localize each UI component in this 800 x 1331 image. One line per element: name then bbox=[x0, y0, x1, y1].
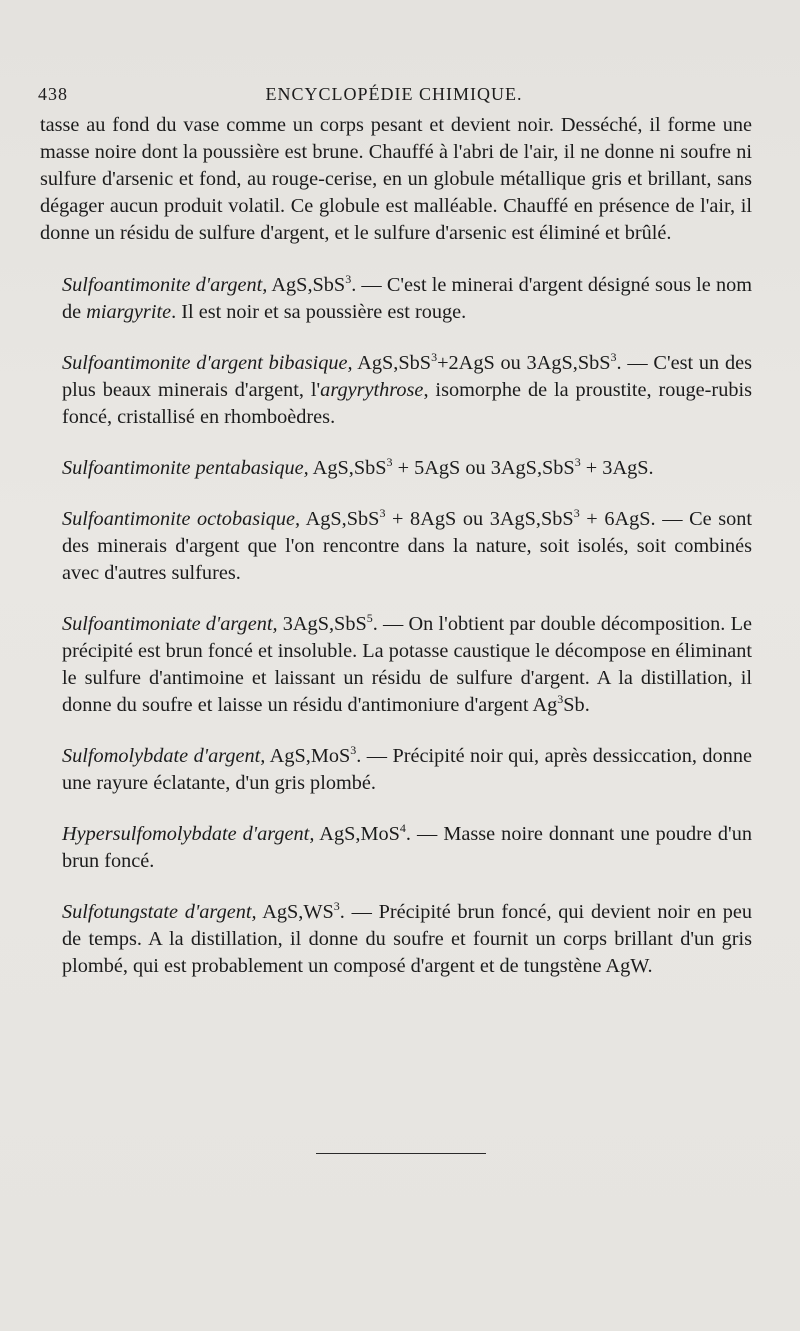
formula: + 3AgS. bbox=[580, 457, 654, 479]
formula: + 5AgS ou 3AgS,SbS bbox=[392, 457, 575, 479]
formula: 3AgS,SbS bbox=[277, 613, 367, 635]
superscript: 3 bbox=[431, 350, 438, 365]
paragraph-sulfoantimoniate bbox=[40, 611, 752, 719]
paragraph-text: . — Masse noire donnant une poudre d'un brun foncé. bbox=[62, 823, 752, 872]
superscript: 3 bbox=[573, 506, 580, 521]
paragraph-text: , isomorphe de la proustite, rouge-rubis foncé, cristallisé en rhomboèdres. bbox=[62, 379, 752, 428]
paragraph-text: . Il est noir et sa poussière est rouge. bbox=[171, 301, 467, 323]
superscript: 3 bbox=[345, 272, 352, 287]
paragraph-sulfoantimonite bbox=[40, 272, 752, 326]
formula: AgS,MoS bbox=[314, 823, 400, 845]
paragraph-text: Sb. bbox=[563, 694, 590, 716]
superscript: 3 bbox=[574, 455, 581, 470]
paragraph-text: + 6AgS. — Ce sont des minerais d'argent que l'on rencontre dans la nature, soit isolés, soit combinés avec d'autres sulfures. bbox=[62, 508, 753, 584]
compound-name: Hypersulfomolybdate d'argent, bbox=[62, 823, 315, 845]
superscript: 3 bbox=[386, 455, 393, 470]
paragraph-continued: tasse au fond du vase comme un corps pesant et devient noir. Desséché, il forme une masse noire dont la poussière est brune. Chauffé à l'abri de l'air, il ne donne ni soufre ni sulfure d'arsenic et fond, au rouge-cerise, en un globule métallique gris et brillant, sans dégager aucun produit volatil. Ce globule est malléable. Chauffé en présence de l'air, il donne un résidu de sulfure d'argent, et le sulfure d'arsenic est éliminé et brûlé. bbox=[40, 114, 752, 244]
paragraph-sulfoantimonite-bibasique bbox=[40, 350, 752, 431]
formula: AgS,SbS bbox=[308, 457, 387, 479]
paragraph-sulfomolybdate bbox=[40, 743, 752, 797]
compound-name: Sulfomolybdate d'argent, bbox=[62, 745, 266, 767]
mineral-name: miargyrite bbox=[86, 301, 172, 323]
superscript: 5 bbox=[366, 611, 373, 626]
paragraph-sulfotungstate bbox=[40, 899, 752, 980]
paragraph-text: . — On l'obtient par double décomposition. Le précipité est brun foncé et insoluble. La potasse caustique le décompose en éliminant le sulfure d'antimoine et laissant un résidu de sulfure d'argent. A la distillation, il donne du soufre et laisse un résidu d'antimoniure d'argent Ag bbox=[62, 613, 752, 716]
paragraph-text: . — Précipité noir qui, après dessiccation, donne une rayure éclatante, d'un gris plombé. bbox=[62, 745, 752, 794]
superscript: 3 bbox=[610, 350, 617, 365]
compound-name: Sulfoantimoniate d'argent, bbox=[62, 613, 278, 635]
paragraph-sulfoantimonite-octobasique bbox=[40, 506, 752, 587]
paragraph-hypersulfomolybdate bbox=[40, 821, 752, 875]
formula: AgS,MoS bbox=[265, 745, 351, 767]
compound-name: Sulfoantimonite d'argent bibasique, bbox=[62, 352, 353, 374]
formula: AgS,SbS bbox=[300, 508, 380, 530]
paragraph-text: . — Précipité brun foncé, qui devient noir en peu de temps. A la distillation, il donne du soufre et fournit un corps brillant d'un gris plombé, qui est probablement un composé d'argent et de tungstène AgW. bbox=[62, 901, 752, 977]
formula: AgS,WS bbox=[256, 901, 334, 923]
superscript: 3 bbox=[350, 743, 357, 758]
page-body bbox=[40, 112, 752, 1004]
formula: +2AgS ou 3AgS,SbS bbox=[437, 352, 611, 374]
superscript: 4 bbox=[399, 821, 406, 836]
compound-name: Sulfoantimonite d'argent, bbox=[62, 274, 268, 296]
compound-name: Sulfotungstate d'argent, bbox=[62, 901, 257, 923]
superscript: 3 bbox=[333, 899, 340, 914]
superscript: 3 bbox=[379, 506, 386, 521]
paragraph-sulfoantimonite-pentabasique bbox=[40, 455, 752, 482]
page-number: 438 bbox=[38, 84, 68, 104]
formula: AgS,SbS bbox=[267, 274, 346, 296]
running-title: ENCYCLOPÉDIE CHIMIQUE. bbox=[265, 84, 523, 104]
section-divider bbox=[316, 1153, 486, 1154]
compound-name: Sulfoantimonite octobasique, bbox=[62, 508, 301, 530]
formula: + 8AgS ou 3AgS,SbS bbox=[385, 508, 574, 530]
compound-name: Sulfoantimonite pentabasique, bbox=[62, 457, 309, 479]
superscript: 3 bbox=[557, 692, 564, 707]
formula: AgS,SbS bbox=[352, 352, 432, 374]
paragraph-text: . — C'est un des plus beaux minerais d'argent, l' bbox=[62, 352, 752, 401]
running-header bbox=[38, 84, 750, 112]
mineral-name: argyrythrose bbox=[320, 379, 424, 401]
paragraph-text: . — C'est le minerai d'argent désigné sous le nom de bbox=[62, 274, 752, 323]
